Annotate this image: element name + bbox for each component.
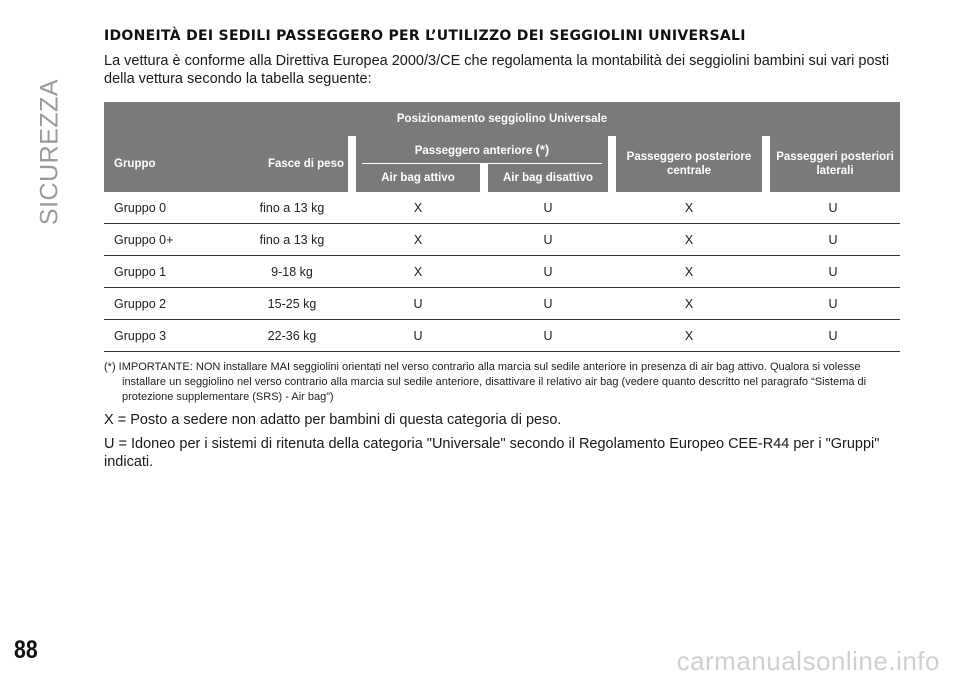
child-seat-suitability-table [104,102,900,352]
cell-rear-side: U [766,192,900,224]
intro-paragraph: La vettura è conforme alla Direttiva Europea 2000/3/CE che regolamenta la montabilità dei seggiolini bambini sui vari posti della vettura secondo la tabella seguente: [104,53,890,87]
table-row [104,320,900,352]
footnote-marker: (*) [535,141,550,157]
cell-rear-center: X [612,256,766,288]
cell-airbag-on: X [352,256,484,288]
col-header-front-passenger [352,136,612,164]
cell-rear-side: U [766,320,900,352]
cell-airbag-off: U [484,288,612,320]
section-label: SICUREZZA [35,78,64,226]
table-row [104,224,900,256]
cell-weight: fino a 13 kg [232,224,352,256]
cell-airbag-off: U [484,192,612,224]
cell-rear-side: U [766,224,900,256]
cell-weight: 15-25 kg [232,288,352,320]
page-content [104,28,900,471]
cell-group: Gruppo 2 [104,288,232,320]
cell-weight: 22-36 kg [232,320,352,352]
cell-rear-center: X [612,224,766,256]
cell-airbag-off: U [484,256,612,288]
site-watermark: carmanualsonline.info [676,646,940,676]
cell-rear-side: U [766,256,900,288]
cell-group: Gruppo 0 [104,192,232,224]
cell-rear-side: U [766,288,900,320]
cell-rear-center: X [612,320,766,352]
col-header-airbag-on: Air bag attivo [352,164,484,192]
table-footnote: (*) IMPORTANTE: NON installare MAI seggiolini orientati nel verso contrario alla marcia sul sedile anteriore in presenza di air bag attivo. Qualora si volesse installare un seggiolino nel verso contrario alla marcia sul sedile anteriore, disattivare il relativo air bag (vedere quanto descritto nel paragrafo “Sistema di protezione supplementare (SRS) - Air bag”) [104,361,867,403]
page-number: 88 [14,636,38,664]
col-header-airbag-off: Air bag disattivo [484,164,612,192]
col-header-weight: Fasce di peso [232,136,352,192]
legend-u: U = Idoneo per i sistemi di ritenuta della categoria "Universale" secondo il Regolamento Europeo CEE-R44 per i "Gruppi" indicati. [104,436,880,470]
cell-rear-center: X [612,192,766,224]
col-header-front-label: Passeggero anteriore [414,144,533,157]
cell-group: Gruppo 3 [104,320,232,352]
cell-airbag-on: X [352,224,484,256]
table-row [104,192,900,224]
cell-airbag-off: U [484,320,612,352]
table-row [104,256,900,288]
col-header-rear-side: Passeggeri posteriori laterali [766,136,900,192]
cell-weight: 9-18 kg [232,256,352,288]
legend-x: X = Posto a sedere non adatto per bambini di questa categoria di peso. [104,412,562,428]
table-row [104,288,900,320]
table-header-row [104,136,900,164]
cell-weight: fino a 13 kg [232,192,352,224]
cell-airbag-on: U [352,320,484,352]
cell-airbag-on: X [352,192,484,224]
col-header-group: Gruppo [104,136,232,192]
cell-group: Gruppo 1 [104,256,232,288]
table-header-row [104,102,900,136]
cell-airbag-on: U [352,288,484,320]
section-heading: IDONEITÀ DEI SEDILI PASSEGGERO PER L’UTILIZZO DEI SEGGIOLINI UNIVERSALI [104,28,746,44]
cell-rear-center: X [612,288,766,320]
cell-group: Gruppo 0+ [104,224,232,256]
col-header-rear-center: Passeggero posteriore centrale [612,136,766,192]
cell-airbag-off: U [484,224,612,256]
table-header-top: Posizionamento seggiolino Universale [104,102,900,136]
